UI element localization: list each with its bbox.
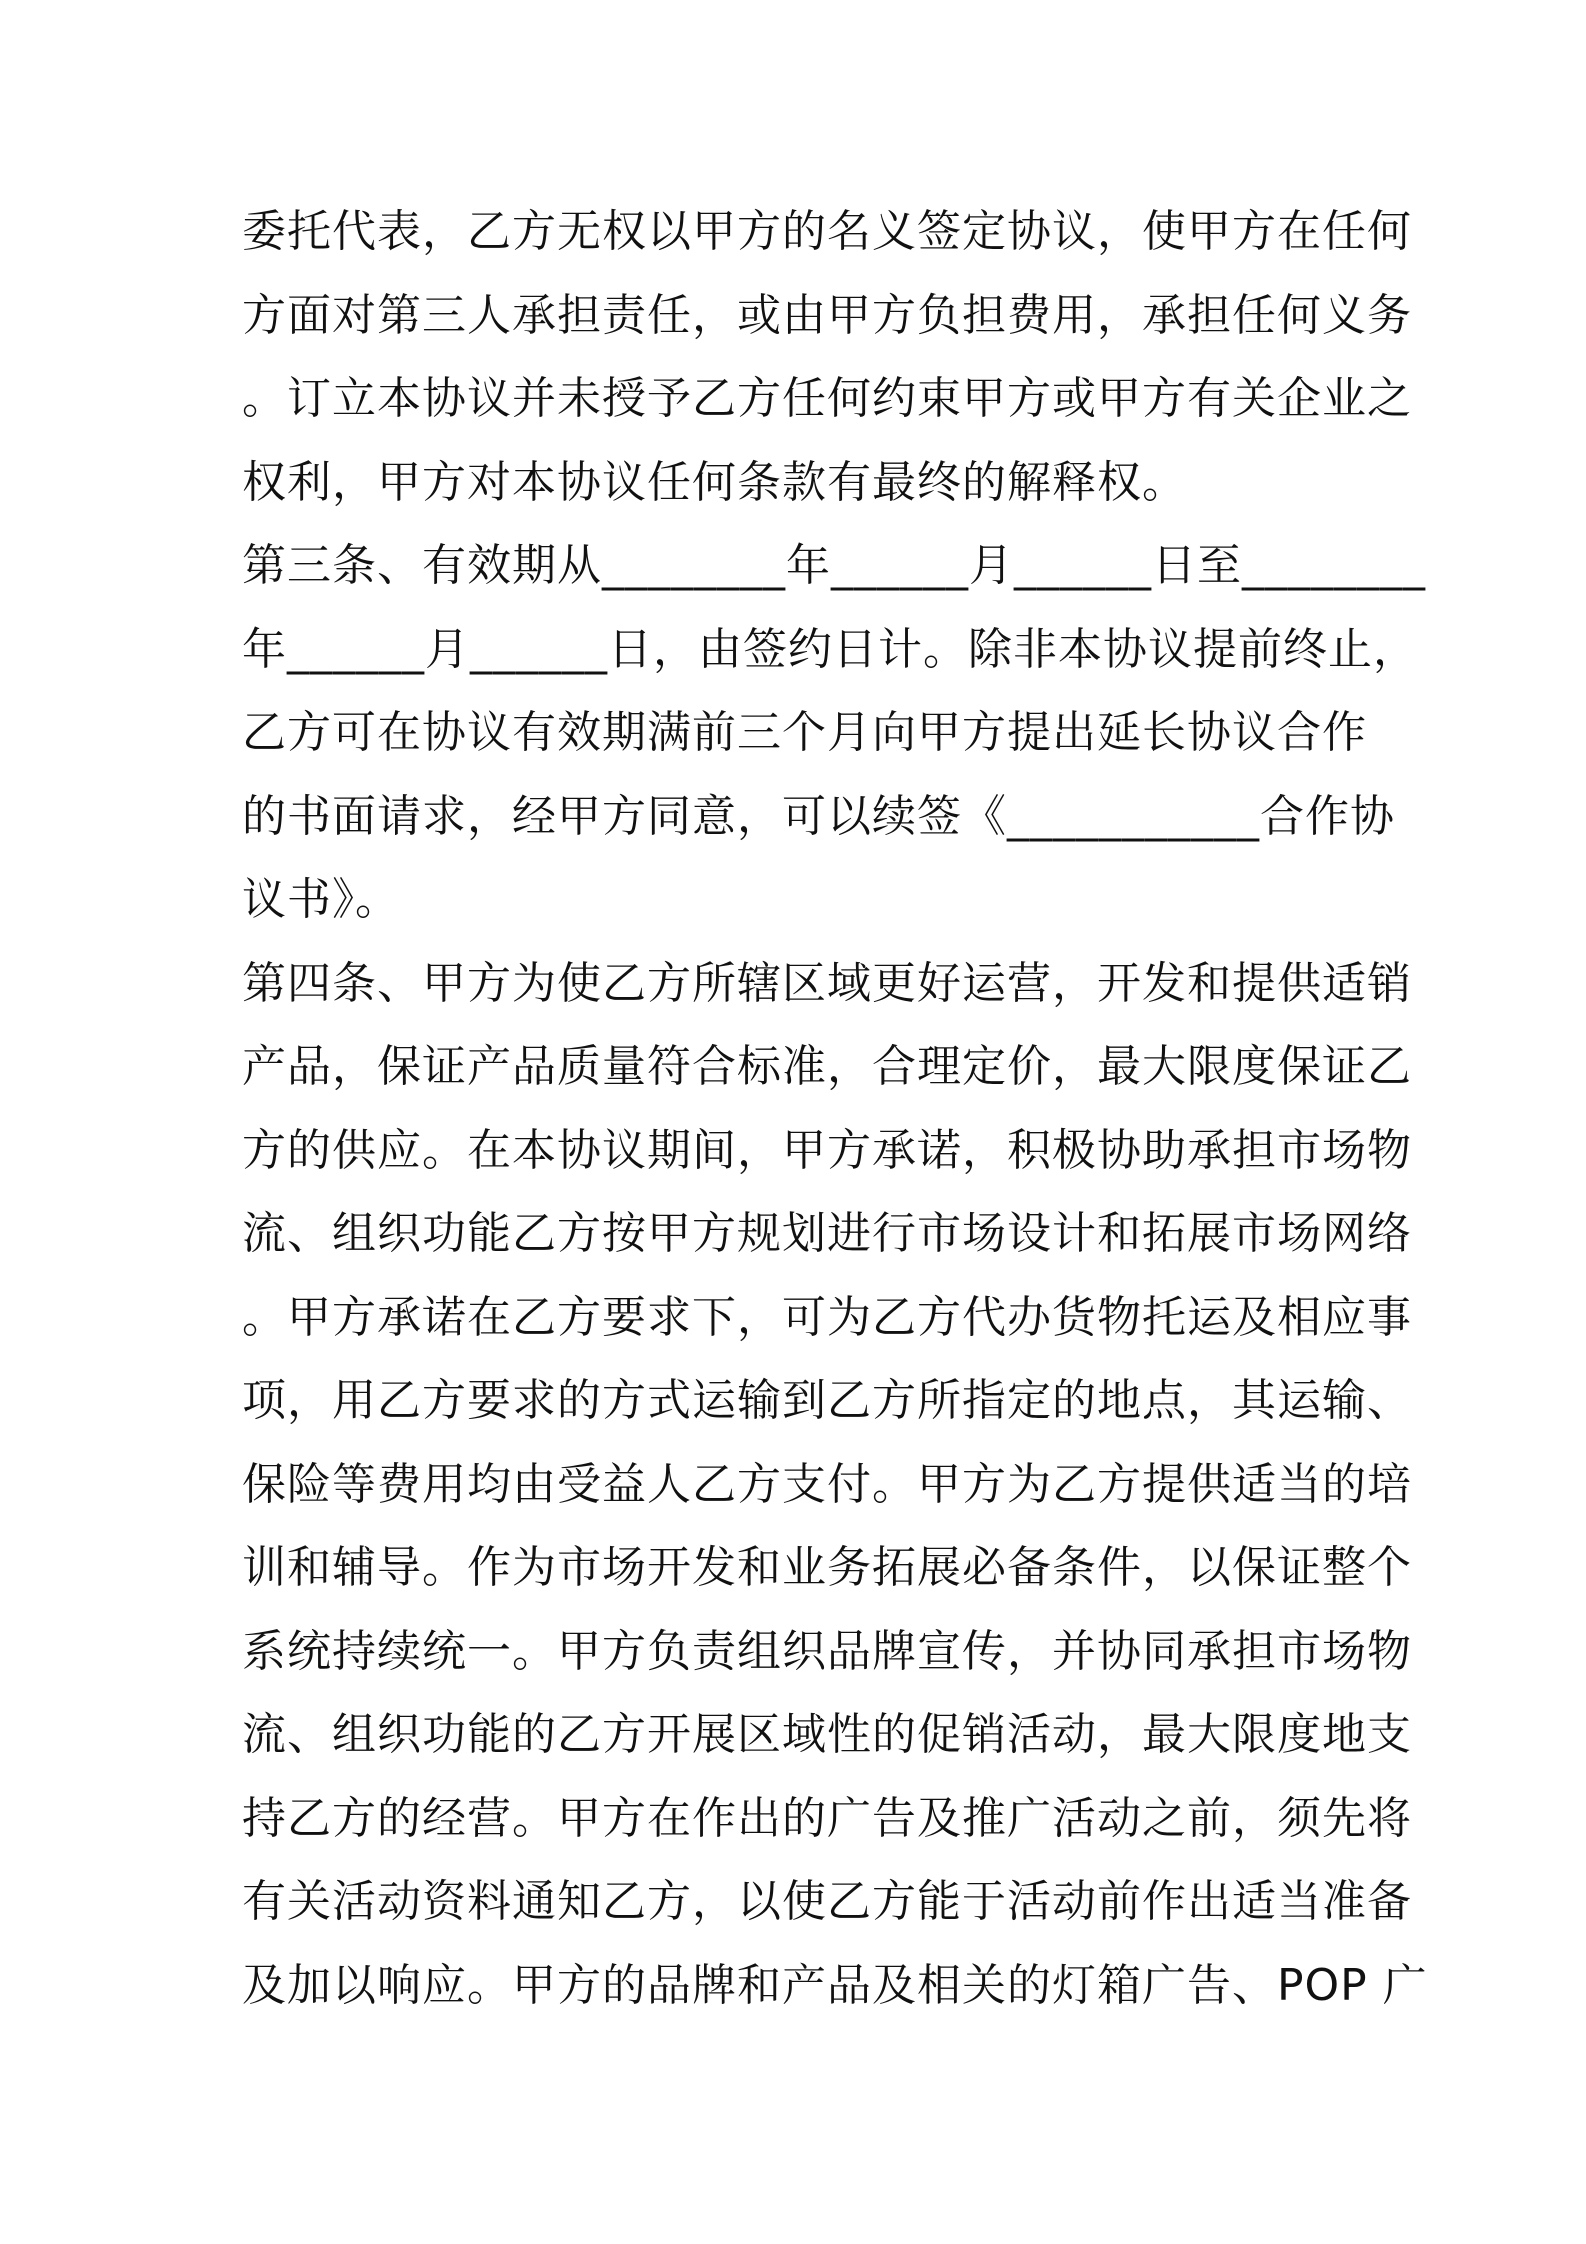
text-line: 第三条、有效期从________年______月______日至________	[242, 540, 1426, 591]
text-line: 委托代表，乙方无权以甲方的名义签定协议，使甲方在任何	[242, 206, 1412, 257]
text-line: 的书面请求，经甲方同意，可以续签《___________合作协	[242, 790, 1395, 842]
text-line: 年______月______日，由签约日计。除非本协议提前终止，	[242, 623, 1418, 675]
text-line: 有关活动资料通知乙方，以使乙方能于活动前作出适当准备	[242, 1876, 1412, 1927]
text-line: 系统持续统一。甲方负责组织品牌宣传，并协同承担市场物	[242, 1625, 1412, 1677]
text-line: 权利，甲方对本协议任何条款有最终的解释权。	[242, 456, 1187, 508]
text-line: 流、组织功能乙方按甲方规划进行市场设计和拓展市场网络	[242, 1208, 1412, 1259]
text-line: 。甲方承诺在乙方要求下，可为乙方代办货物托运及相应事	[242, 1291, 1412, 1343]
text-line: 议书》。	[242, 874, 400, 925]
text-line: 流、组织功能的乙方开展区域性的促销活动，最大限度地支	[242, 1709, 1412, 1760]
text-line: 乙方可在协议有效期满前三个月向甲方提出延长协议合作	[242, 707, 1367, 758]
text-line: 及加以响应。甲方的品牌和产品及相关的灯箱广告、POP 广	[242, 1959, 1428, 2011]
text-line: 持乙方的经营。甲方在作出的广告及推广活动之前，须先将	[242, 1792, 1412, 1844]
text-line: 方的供应。在本协议期间，甲方承诺，积极协助承担市场物	[242, 1124, 1412, 1176]
text-line: 训和辅导。作为市场开发和业务拓展必备条件，以保证整个	[242, 1542, 1412, 1593]
contract-text-block	[242, 190, 1428, 2027]
text-line: 方面对第三人承担责任，或由甲方负担费用，承担任何义务	[242, 289, 1412, 341]
text-line: 项，用乙方要求的方式运输到乙方所指定的地点，其运输、	[242, 1375, 1412, 1426]
text-line: 。订立本协议并未授予乙方任何约束甲方或甲方有关企业之	[242, 373, 1412, 424]
text-line: 产品，保证产品质量符合标准，合理定价，最大限度保证乙	[242, 1041, 1412, 1092]
text-line: 保险等费用均由受益人乙方支付。甲方为乙方提供适当的培	[242, 1458, 1412, 1510]
text-line: 第四条、甲方为使乙方所辖区域更好运营，开发和提供适销	[242, 957, 1412, 1009]
